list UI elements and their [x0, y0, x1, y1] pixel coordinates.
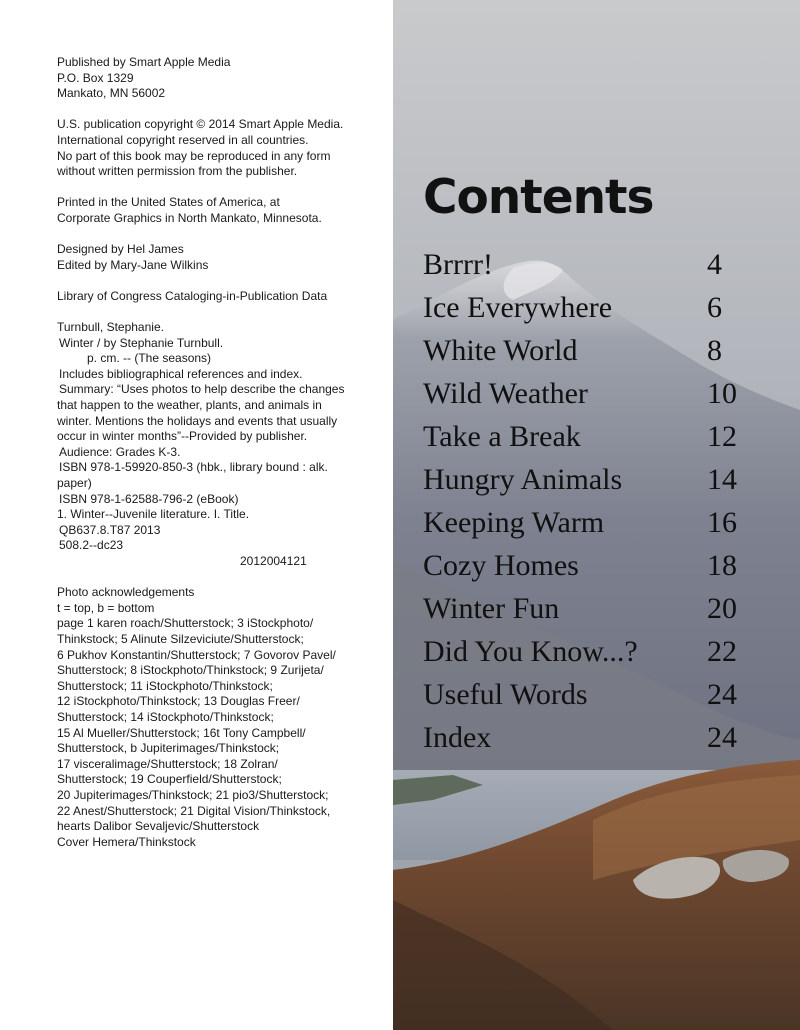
toc-entry-title: Winter Fun [423, 592, 560, 625]
photo-line: Cover Hemera/Thinkstock [57, 834, 196, 849]
copyright-block [57, 117, 387, 179]
cip-line: QB637.8.T87 2013 [59, 522, 161, 537]
photo-line: 17 visceralimage/Shutterstock; 18 Zolran/ [57, 756, 278, 771]
copyright-line: International copyright reserved in all countries. [57, 132, 309, 147]
toc-entry-page: 16 [707, 506, 737, 539]
toc-entry-title: Did You Know...? [423, 635, 638, 668]
publisher-block [57, 55, 387, 102]
photo-line: 6 Pukhov Konstantin/Shutterstock; 7 Govorov Pavel/ [57, 647, 336, 662]
photo-heading: Photo acknowledgements [57, 585, 195, 600]
cip-line: Includes bibliographical references and index. [59, 366, 303, 381]
photo-line: t = top, b = bottom [57, 600, 155, 615]
photo-line: hearts Dalibor Sevaljevic/Shutterstock [57, 819, 260, 834]
photo-line: Shutterstock, b Jupiterimages/Thinkstock; [57, 741, 280, 756]
toc-entry-title: Index [423, 721, 492, 754]
photo-line: 15 Al Mueller/Shutterstock; 16t Tony Campbell/ [57, 725, 306, 740]
photo-line: 22 Anest/Shutterstock; 21 Digital Vision/Thinkstock, [57, 803, 331, 818]
cip-title: Winter / by Stephanie Turnbull. [59, 335, 224, 350]
toc-entry-title: Keeping Warm [423, 506, 605, 539]
toc-entry-page: 18 [707, 549, 737, 582]
toc-entry-title: White World [423, 334, 578, 367]
photo-line: 12 iStockphoto/Thinkstock; 13 Douglas Freer/ [57, 694, 300, 709]
copyright-line: U.S. publication copyright © 2014 Smart Apple Media. [57, 117, 344, 132]
cip-line: 1. Winter--Juvenile literature. I. Title. [57, 507, 250, 522]
toc-entry[interactable] [423, 592, 773, 635]
toc-entry[interactable] [423, 721, 773, 764]
toc-entry[interactable] [423, 291, 773, 334]
photo-line: Shutterstock; 19 Couperfield/Shutterstock; [57, 772, 282, 787]
cip-line: paper) [57, 476, 92, 491]
toc-entry-title: Useful Words [423, 678, 588, 711]
copyright-line: without written permission from the publisher. [57, 164, 298, 179]
credit-line: Designed by Hel James [57, 242, 184, 257]
toc-entry[interactable] [423, 463, 773, 506]
toc-entry[interactable] [423, 506, 773, 549]
publisher-line: P.O. Box 1329 [57, 70, 134, 85]
toc-entry-page: 22 [707, 635, 737, 668]
cip-heading-block [57, 289, 387, 305]
toc-entry-page: 10 [707, 377, 737, 410]
toc-entry[interactable] [423, 420, 773, 463]
toc-entry[interactable] [423, 377, 773, 420]
photo-line: Shutterstock; 8 iStockphoto/Thinkstock; 9 Zurijeta/ [57, 663, 324, 678]
cip-line: Summary: “Uses photos to help describe the changes [59, 382, 345, 397]
imprint-text [57, 55, 387, 866]
toc-entry-page: 4 [707, 248, 722, 281]
toc-entry[interactable] [423, 248, 773, 291]
cip-line: 508.2--dc23 [59, 538, 124, 553]
toc-entry-title: Cozy Homes [423, 549, 579, 582]
contents-heading: Contents [423, 170, 654, 225]
contents-page [393, 0, 800, 1030]
credits-block [57, 242, 387, 273]
cip-series: p. cm. -- (The seasons) [87, 351, 212, 366]
table-of-contents [423, 248, 773, 764]
photo-line: 20 Jupiterimages/Thinkstock; 21 pio3/Shutterstock; [57, 787, 329, 802]
printer-line: Corporate Graphics in North Mankato, Minnesota. [57, 210, 322, 225]
imprint-page [0, 0, 393, 1030]
toc-entry-page: 8 [707, 334, 722, 367]
cip-line: that happen to the weather, plants, and animals in [57, 398, 322, 413]
printer-block [57, 195, 387, 226]
cip-lccn: 2012004121 [240, 554, 307, 568]
printer-line: Printed in the United States of America, at [57, 195, 280, 210]
toc-entry-title: Brrrr! [423, 248, 493, 281]
photo-line: page 1 karen roach/Shutterstock; 3 iStockphoto/ [57, 616, 314, 631]
toc-entry[interactable] [423, 549, 773, 592]
toc-entry[interactable] [423, 334, 773, 377]
toc-entry-page: 20 [707, 592, 737, 625]
toc-entry-title: Ice Everywhere [423, 291, 613, 324]
toc-entry[interactable] [423, 635, 773, 678]
toc-entry-page: 24 [707, 721, 737, 754]
toc-entry-title: Wild Weather [423, 377, 588, 410]
toc-entry-page: 14 [707, 463, 737, 496]
photo-line: Shutterstock; 14 iStockphoto/Thinkstock; [57, 709, 274, 724]
cip-line: ISBN 978-1-59920-850-3 (hbk., library bound : alk. [59, 460, 328, 475]
toc-entry-title: Hungry Animals [423, 463, 623, 496]
credit-line: Edited by Mary-Jane Wilkins [57, 257, 209, 272]
photo-line: Thinkstock; 5 Alinute Silzeviciute/Shutterstock; [57, 631, 304, 646]
cip-block [57, 320, 387, 570]
toc-entry[interactable] [423, 678, 773, 721]
publisher-line: Mankato, MN 56002 [57, 86, 166, 101]
publisher-line: Published by Smart Apple Media [57, 55, 231, 69]
cip-line: Audience: Grades K-3. [59, 444, 181, 459]
toc-entry-title: Take a Break [423, 420, 581, 453]
toc-entry-page: 24 [707, 678, 737, 711]
toc-entry-page: 6 [707, 291, 722, 324]
cip-line: ISBN 978-1-62588-796-2 (eBook) [59, 491, 239, 506]
copyright-line: No part of this book may be reproduced in any form [57, 148, 331, 163]
cip-heading: Library of Congress Cataloging-in-Publication Data [57, 288, 328, 303]
cip-author: Turnbull, Stephanie. [57, 320, 164, 335]
cip-line: winter. Mentions the holidays and events that usually [57, 413, 338, 428]
photo-line: Shutterstock; 11 iStockphoto/Thinkstock; [57, 678, 273, 693]
photo-credits-block [57, 585, 387, 850]
toc-entry-page: 12 [707, 420, 737, 453]
cip-line: occur in winter months”--Provided by publisher. [57, 429, 308, 444]
